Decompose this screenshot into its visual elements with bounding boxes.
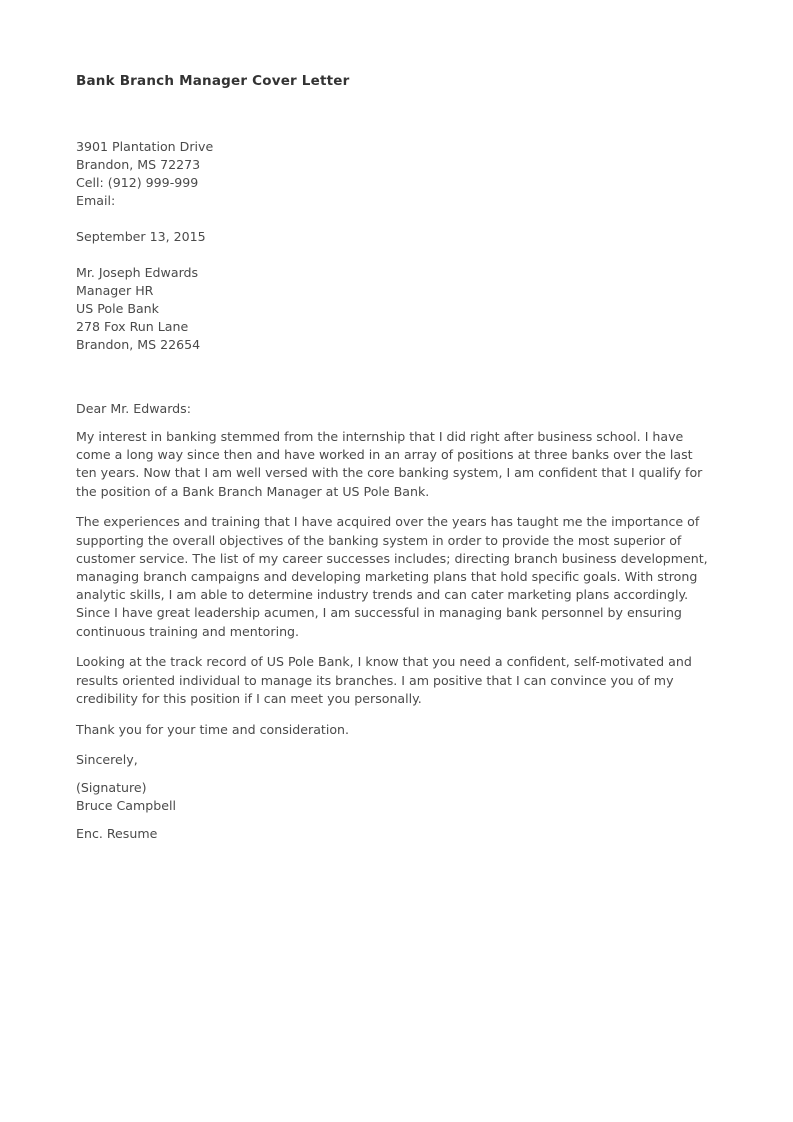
- enclosure-note: Enc. Resume: [76, 826, 158, 842]
- letter-date: September 13, 2015: [76, 229, 206, 244]
- body-paragraph-3: Looking at the track record of US Pole Bank, I know that you need a confident, self-motivated and results oriented individual to manage its branches. I am positive that I can convince you of my credibility for this position if I can meet you personally.: [76, 654, 692, 706]
- recipient-city-line: Brandon, MS 22654: [76, 337, 201, 352]
- recipient-title-line: Manager HR: [76, 283, 154, 298]
- body-paragraph-2: The experiences and training that I have acquired over the years has taught me the importance of supporting the overall objectives of the banking system in order to provide the most superior of customer service. The list of my career successes includes; directing branch business development, managing branch campaigns and developing marketing plans that hold specific goals. With strong analytic skills, I am able to determine industry trends and can cater marketing plans accordingly. Since I have great leadership acumen, I am successful in managing bank personnel by ensuring continuous training and mentoring.: [76, 514, 708, 639]
- recipient-address-block: [76, 264, 713, 354]
- sender-address-line: Brandon, MS 72273: [76, 157, 201, 172]
- recipient-company-line: US Pole Bank: [76, 301, 159, 316]
- closing-salutation: Sincerely,: [76, 752, 138, 768]
- body-paragraph-1: My interest in banking stemmed from the internship that I did right after business school. I have come a long way since then and have worked in an array of positions at three banks over the last ten years. Now that I am well versed with the core banking system, I am confident that I qualify for the position of a Bank Branch Manager at US Pole Bank.: [76, 429, 703, 499]
- salutation: Dear Mr. Edwards:: [76, 401, 191, 416]
- signature-placeholder: (Signature): [76, 780, 147, 796]
- recipient-street-line: 278 Fox Run Lane: [76, 319, 189, 334]
- recipient-name-line: Mr. Joseph Edwards: [76, 265, 199, 280]
- sender-phone-line: Cell: (912) 999-999: [76, 175, 199, 190]
- signature-block: [76, 779, 713, 815]
- thank-you-paragraph: Thank you for your time and consideration.: [76, 721, 350, 737]
- sender-address-line: 3901 Plantation Drive: [76, 139, 214, 154]
- page-title: Bank Branch Manager Cover Letter: [76, 73, 350, 89]
- signer-name: Bruce Campbell: [76, 798, 176, 814]
- sender-address-block: [76, 138, 713, 210]
- sender-email-line: Email:: [76, 193, 116, 208]
